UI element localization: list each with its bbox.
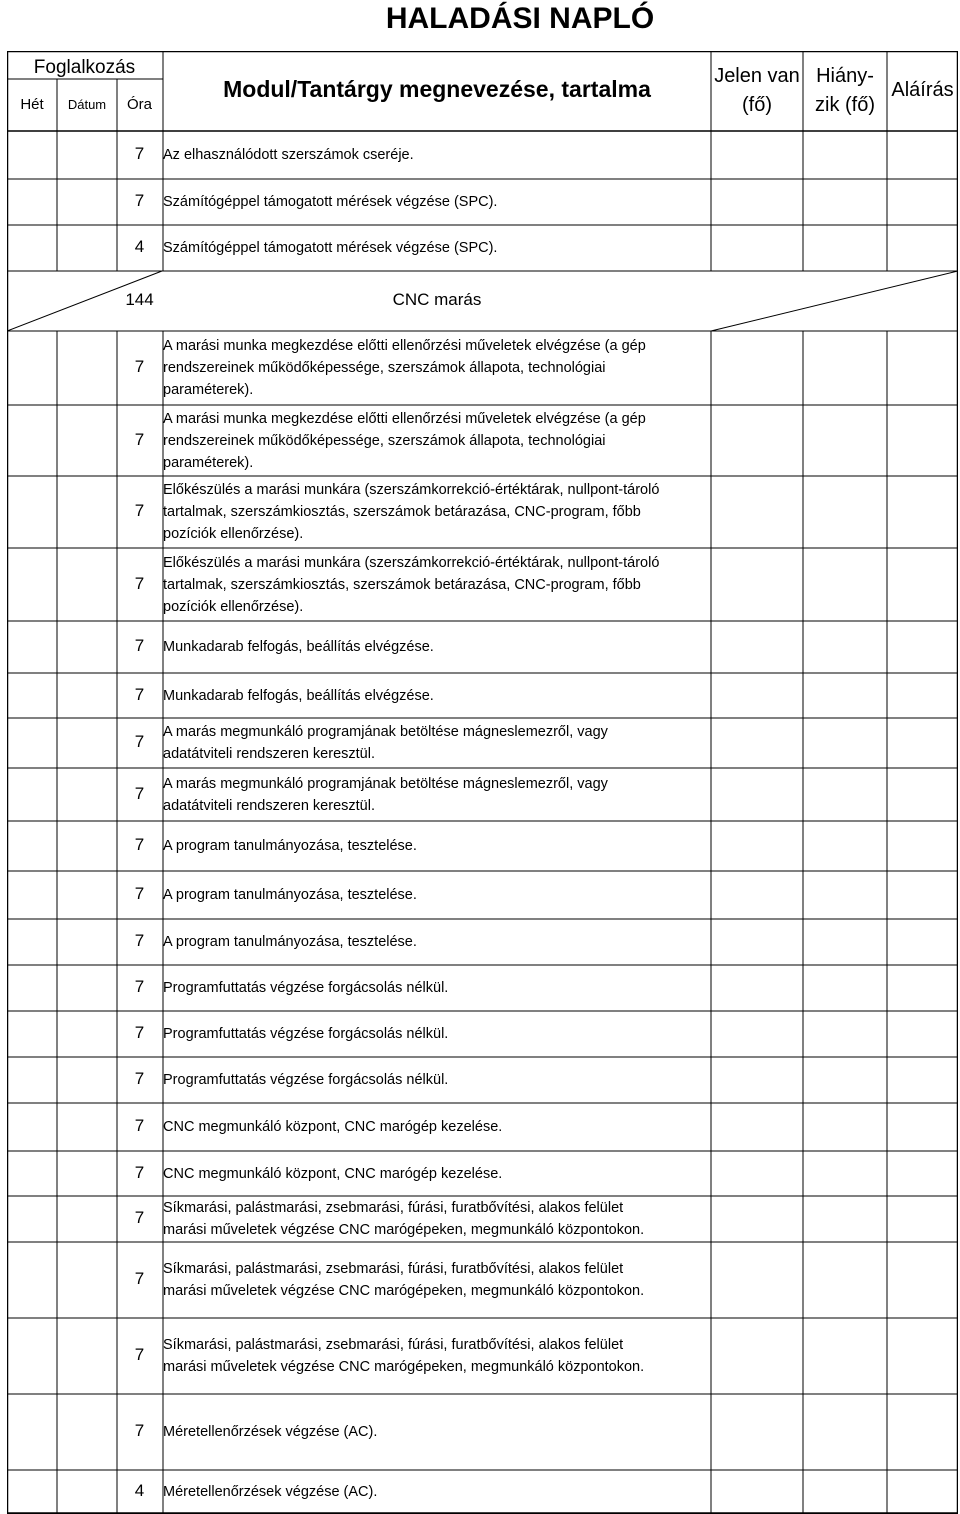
hours-cell: 7 [134, 732, 145, 751]
section-hours: 144 [125, 290, 154, 309]
hours-cell: 7 [134, 784, 145, 803]
header-ora: Óra [126, 96, 152, 113]
content-line: Munkadarab felfogás, beállítás elvégzése. [163, 687, 434, 704]
content-line: Programfuttatás végzése forgácsolás nélkül. [163, 980, 449, 996]
content-line: Számítógéppel támogatott mérések végzése (SPC). [163, 240, 498, 256]
content-line: tartalmak, szerszámkiosztás, szerszámok betárazása, CNC-program, főbb [163, 576, 641, 593]
hours-cell: 7 [134, 1023, 145, 1042]
content-line: Az elhasználódott szerszámok cseréje. [163, 147, 414, 163]
content-cell [163, 225, 711, 271]
content-line: paraméterek). [163, 382, 254, 398]
section-title: CNC marás [392, 290, 482, 309]
content-cell [163, 965, 711, 1011]
content-line: adatátviteli rendszeren keresztül. [163, 797, 375, 814]
content-cell [163, 621, 711, 673]
hours-cell: 4 [134, 1481, 145, 1500]
content-line: Munkadarab felfogás, beállítás elvégzése. [163, 639, 434, 655]
content-line: pozíciók ellenőrzése). [163, 526, 304, 542]
section-diagonal-right [711, 271, 958, 331]
header-het: Hét [20, 96, 44, 113]
content-cell [163, 405, 711, 476]
hours-cell: 4 [134, 237, 145, 256]
hours-cell: 7 [134, 574, 145, 593]
header-hianyzik-unit: zik (fő) [815, 94, 875, 116]
content-line: marási műveletek végzése CNC marógépeken, megmunkáló központokon. [163, 1222, 645, 1238]
hours-cell: 7 [134, 1345, 145, 1364]
hours-cell: 7 [134, 1269, 145, 1288]
content-cell [163, 131, 711, 179]
content-cell [163, 673, 711, 718]
content-line: rendszereinek működőképessége, szerszámok állapota, technológiai [163, 360, 606, 376]
content-line: Síkmarási, palástmarási, zsebmarási, fúrási, furatbővítési, alakos felület [163, 1261, 624, 1277]
header-jelen-van: Jelen van [714, 65, 800, 87]
content-line: A marási munka megkezdése előtti ellenőrzési műveletek elvégzése (a gép [163, 338, 646, 354]
content-cell [163, 179, 711, 225]
content-line: tartalmak, szerszámkiosztás, szerszámok betárazása, CNC-program, főbb [163, 504, 641, 520]
content-line: marási műveletek végzése CNC marógépeken, megmunkáló központokon. [163, 1283, 645, 1299]
content-line: Előkészülés a marási munkára (szerszámkorrekció-értéktárak, nullpont-tároló [163, 482, 660, 498]
content-cell [163, 768, 711, 821]
content-cell [163, 1394, 711, 1470]
content-line: adatátviteli rendszeren keresztül. [163, 746, 375, 762]
content-cell [163, 871, 711, 919]
content-line: Síkmarási, palástmarási, zsebmarási, fúrási, furatbővítési, alakos felület [163, 1337, 624, 1353]
header-datum: Dátum [67, 97, 107, 112]
hours-cell: 7 [134, 357, 145, 376]
header-hianyzik: Hiány- [816, 65, 874, 87]
content-cell [163, 476, 711, 548]
content-line: A program tanulmányozása, tesztelése. [163, 934, 417, 950]
hours-cell: 7 [134, 685, 145, 704]
header-alairas: Aláírás [891, 79, 954, 101]
content-cell [163, 1242, 711, 1318]
content-cell [163, 1470, 711, 1514]
hours-cell: 7 [134, 835, 145, 854]
content-line: Előkészülés a marási munkára (szerszámkorrekció-értéktárak, nullpont-tároló [163, 554, 660, 571]
content-cell [163, 548, 711, 621]
hours-cell: 7 [134, 636, 145, 655]
content-cell [163, 1011, 711, 1057]
hours-cell: 7 [134, 1069, 145, 1088]
content-line: Méretellenőrzések végzése (AC). [163, 1424, 378, 1440]
hours-cell: 7 [134, 1421, 145, 1440]
content-line: A program tanulmányozása, tesztelése. [163, 838, 417, 854]
content-line: marási műveletek végzése CNC marógépeken, megmunkáló központokon. [163, 1359, 645, 1375]
content-cell [163, 1151, 711, 1196]
header-jelen-van-unit: (fő) [742, 94, 772, 116]
content-line: A program tanulmányozása, tesztelése. [163, 887, 417, 903]
hours-cell: 7 [134, 1116, 145, 1135]
header-foglalkozas: Foglalkozás [33, 57, 136, 78]
hours-cell: 7 [134, 501, 145, 520]
hours-cell: 7 [134, 884, 145, 903]
hours-cell: 7 [134, 430, 145, 449]
hours-cell: 7 [134, 1163, 145, 1182]
content-line: Méretellenőrzések végzése (AC). [163, 1484, 378, 1500]
content-line: Programfuttatás végzése forgácsolás nélkül. [163, 1026, 449, 1042]
hours-cell: 7 [134, 1208, 145, 1227]
page-title: HALADÁSI NAPLÓ [385, 2, 655, 35]
content-cell [163, 718, 711, 768]
content-line: Programfuttatás végzése forgácsolás nélkül. [163, 1072, 449, 1088]
content-cell [163, 331, 711, 405]
content-line: CNC megmunkáló központ, CNC marógép kezelése. [163, 1165, 503, 1182]
content-line: Számítógéppel támogatott mérések végzése (SPC). [163, 194, 498, 210]
hours-cell: 7 [134, 931, 145, 950]
content-line: rendszereinek működőképessége, szerszámok állapota, technológiai [163, 432, 606, 449]
hours-cell: 7 [134, 977, 145, 996]
progress-log-table [7, 51, 958, 1514]
content-cell [163, 1196, 711, 1242]
content-line: CNC megmunkáló központ, CNC marógép kezelése. [163, 1119, 503, 1135]
content-cell [163, 919, 711, 965]
content-line: Síkmarási, palástmarási, zsebmarási, fúrási, furatbővítési, alakos felület [163, 1200, 624, 1216]
hours-cell: 7 [134, 191, 145, 210]
content-cell [163, 1103, 711, 1151]
content-cell [163, 1318, 711, 1394]
content-line: A marás megmunkáló programjának betöltése mágneslemezről, vagy [163, 724, 608, 740]
content-line: A marás megmunkáló programjának betöltése mágneslemezről, vagy [163, 775, 608, 792]
content-line: A marási munka megkezdése előtti ellenőrzési műveletek elvégzése (a gép [163, 410, 646, 427]
content-cell [163, 821, 711, 871]
content-line: paraméterek). [163, 454, 254, 471]
content-line: pozíciók ellenőrzése). [163, 598, 304, 615]
hours-cell: 7 [134, 144, 145, 163]
content-cell [163, 1057, 711, 1103]
header-modul: Modul/Tantárgy megnevezése, tartalma [223, 76, 651, 102]
